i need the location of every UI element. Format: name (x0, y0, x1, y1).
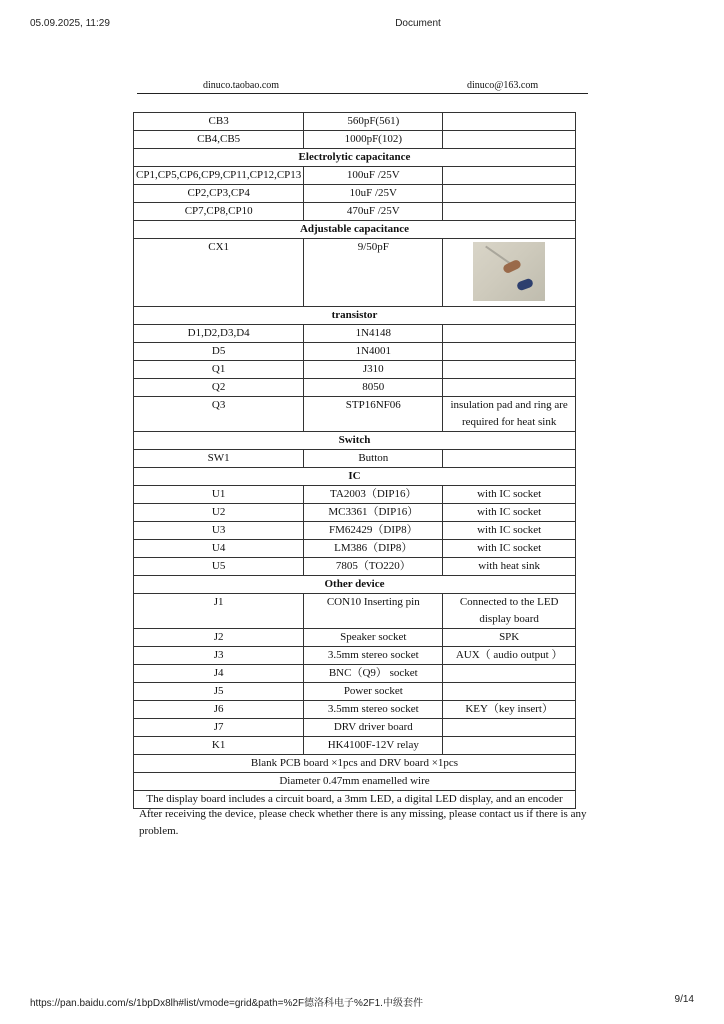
section-header-row (134, 307, 576, 325)
table-row (134, 185, 576, 203)
reference-cell: U1 (134, 486, 304, 504)
note-cell (443, 737, 576, 755)
table-row (134, 594, 576, 629)
footer-note: After receiving the device, please check whether there is any missing, please contact us if there is any problem. (139, 808, 587, 837)
note-cell: with IC socket (443, 504, 576, 522)
value-cell: 10uF /25V (304, 185, 443, 203)
table-row (134, 737, 576, 755)
reference-cell: U5 (134, 558, 304, 576)
reference-cell: J3 (134, 647, 304, 665)
value-cell: 1000pF(102) (304, 131, 443, 149)
table-row (134, 647, 576, 665)
value-cell: J310 (304, 361, 443, 379)
note-cell (443, 379, 576, 397)
table-row (134, 343, 576, 361)
table-row (134, 486, 576, 504)
note-cell: with heat sink (443, 558, 576, 576)
value-cell: LM386（DIP8） (304, 540, 443, 558)
note-cell (443, 239, 576, 307)
reference-cell: CP1,CP5,CP6,CP9,CP11,CP12,CP13 (134, 167, 304, 185)
section-title: Electrolytic capacitance (134, 149, 576, 167)
note-cell: KEY（key insert） (443, 701, 576, 719)
note-cell: AUX（ audio output ） (443, 647, 576, 665)
table-row (134, 719, 576, 737)
parts-list-table (133, 112, 576, 809)
reference-cell: J2 (134, 629, 304, 647)
reference-cell: U4 (134, 540, 304, 558)
reference-cell: CP2,CP3,CP4 (134, 185, 304, 203)
reference-cell: CB4,CB5 (134, 131, 304, 149)
shop-url: dinuco.taobao.com (203, 80, 280, 91)
reference-cell: J6 (134, 701, 304, 719)
reference-cell: D1,D2,D3,D4 (134, 325, 304, 343)
note-cell: Connected to the LED display board (443, 594, 576, 629)
section-header-row (134, 432, 576, 450)
note-cell (443, 131, 576, 149)
value-cell: 8050 (304, 379, 443, 397)
table-row (134, 203, 576, 221)
value-cell: 560pF(561) (304, 113, 443, 131)
note-cell: with IC socket (443, 540, 576, 558)
reference-cell: Q2 (134, 379, 304, 397)
reference-cell: Q3 (134, 397, 304, 432)
reference-cell: CP7,CP8,CP10 (134, 203, 304, 221)
note-cell (443, 325, 576, 343)
section-title: transistor (134, 307, 576, 325)
note-cell (443, 203, 576, 221)
table-row (134, 683, 576, 701)
value-cell: DRV driver board (304, 719, 443, 737)
table-row (134, 113, 576, 131)
note-cell: insulation pad and ring are required for heat sink (443, 397, 576, 432)
contact-email: dinuco@163.com (467, 80, 539, 91)
value-cell: 3.5mm stereo socket (304, 647, 443, 665)
note-cell: The display board includes a circuit board, a 3mm LED, a digital LED display, and an encoder (134, 791, 576, 809)
section-title: Switch (134, 432, 576, 450)
note-cell: with IC socket (443, 522, 576, 540)
note-cell (443, 185, 576, 203)
value-cell: Button (304, 450, 443, 468)
reference-cell: CX1 (134, 239, 304, 307)
section-title: IC (134, 468, 576, 486)
table-row (134, 361, 576, 379)
reference-cell: U3 (134, 522, 304, 540)
reference-cell: U2 (134, 504, 304, 522)
note-cell (443, 167, 576, 185)
reference-cell: J5 (134, 683, 304, 701)
value-cell: 7805（TO220） (304, 558, 443, 576)
value-cell: BNC（Q9） socket (304, 665, 443, 683)
note-cell: Blank PCB board ×1pcs and DRV board ×1pcs (134, 755, 576, 773)
reference-cell: J4 (134, 665, 304, 683)
reference-cell: J7 (134, 719, 304, 737)
note-cell (443, 113, 576, 131)
value-cell: 470uF /25V (304, 203, 443, 221)
value-cell: TA2003（DIP16） (304, 486, 443, 504)
table-note-row (134, 773, 576, 791)
note-cell: with IC socket (443, 486, 576, 504)
section-header-row (134, 576, 576, 594)
value-cell: 9/50pF (304, 239, 443, 307)
table-row (134, 540, 576, 558)
table-row (134, 397, 576, 432)
value-cell: MC3361（DIP16） (304, 504, 443, 522)
note-cell: SPK (443, 629, 576, 647)
table-row (134, 504, 576, 522)
note-cell (443, 361, 576, 379)
page-header (137, 80, 588, 94)
section-header-row (134, 149, 576, 167)
value-cell: 1N4148 (304, 325, 443, 343)
print-date: 05.09.2025, 11:29 (30, 18, 110, 29)
reference-cell: SW1 (134, 450, 304, 468)
table-note-row (134, 755, 576, 773)
reference-cell: D5 (134, 343, 304, 361)
table-row (134, 629, 576, 647)
reference-cell: CB3 (134, 113, 304, 131)
value-cell: 1N4001 (304, 343, 443, 361)
value-cell: CON10 Inserting pin (304, 594, 443, 629)
value-cell: Power socket (304, 683, 443, 701)
value-cell: 3.5mm stereo socket (304, 701, 443, 719)
section-title: Other device (134, 576, 576, 594)
reference-cell: J1 (134, 594, 304, 629)
section-title: Adjustable capacitance (134, 221, 576, 239)
table-row (134, 665, 576, 683)
table-row (134, 131, 576, 149)
value-cell: FM62429（DIP8） (304, 522, 443, 540)
table-row (134, 522, 576, 540)
print-title: Document (395, 18, 441, 29)
note-cell (443, 450, 576, 468)
note-cell (443, 719, 576, 737)
trimmer-capacitor-photo (473, 242, 545, 301)
table-row (134, 701, 576, 719)
table-row (134, 325, 576, 343)
note-cell: Diameter 0.47mm enamelled wire (134, 773, 576, 791)
value-cell: 100uF /25V (304, 167, 443, 185)
section-header-row (134, 221, 576, 239)
table-row (134, 167, 576, 185)
table-row (134, 239, 576, 307)
note-cell (443, 343, 576, 361)
value-cell: HK4100F-12V relay (304, 737, 443, 755)
reference-cell: Q1 (134, 361, 304, 379)
table-row (134, 379, 576, 397)
table-row (134, 450, 576, 468)
value-cell: STP16NF06 (304, 397, 443, 432)
section-header-row (134, 468, 576, 486)
reference-cell: K1 (134, 737, 304, 755)
note-cell (443, 683, 576, 701)
value-cell: Speaker socket (304, 629, 443, 647)
table-row (134, 558, 576, 576)
print-url: https://pan.baidu.com/s/1bpDx8lh#list/vmode=grid&path=%2F德洛科电子%2F1.中级套件 (30, 998, 423, 1009)
note-cell (443, 665, 576, 683)
print-page-number: 9/14 (674, 994, 694, 1005)
